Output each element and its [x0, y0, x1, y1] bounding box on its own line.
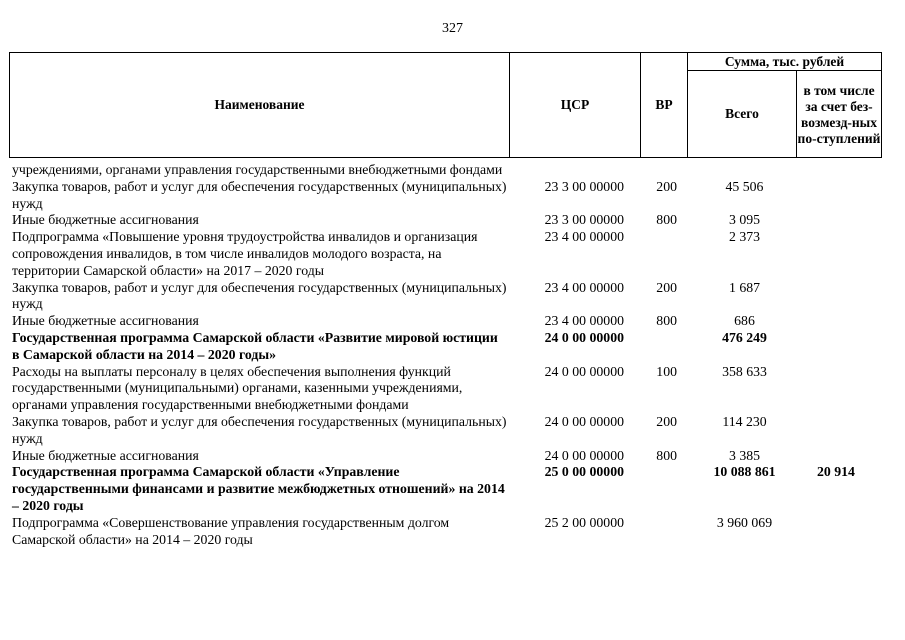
row-vr: 200	[656, 279, 677, 295]
row-vr: 800	[656, 447, 677, 463]
row-gratuitous	[787, 229, 877, 279]
row-vr: 100	[656, 363, 677, 379]
row-name: Закупка товаров, работ и услуг для обеспечения государственных (муниципальных) нужд	[12, 413, 507, 446]
row-vr: 800	[656, 313, 677, 329]
row-gratuitous: 20 914	[817, 464, 855, 480]
row-csr: 24 0 00 00000	[544, 363, 624, 379]
row-csr: 23 3 00 00000	[544, 178, 624, 194]
table-row	[12, 330, 882, 364]
row-gratuitous	[787, 313, 877, 330]
table-row	[12, 364, 882, 414]
row-csr: 23 4 00 00000	[544, 279, 624, 295]
row-gratuitous	[787, 179, 877, 213]
row-total: 114 230	[722, 413, 767, 429]
header-csr: ЦСР	[510, 53, 641, 158]
row-csr: 24 0 00 00000	[544, 447, 624, 463]
table-row	[12, 464, 882, 514]
table-row	[12, 515, 882, 549]
row-vr	[624, 330, 677, 364]
header-vr: ВР	[641, 53, 688, 158]
table-row	[12, 179, 882, 213]
row-vr: 200	[656, 178, 677, 194]
row-name: Подпрограмма «Повышение уровня трудоустройства инвалидов и организация сопровождения инвалидов, в том числе инвалидов молодого возраста, на территории Самарской области» на 2017 – 2020 годы	[12, 229, 478, 278]
row-total: 476 249	[722, 329, 767, 345]
table-row	[12, 313, 882, 330]
row-vr: 800	[656, 212, 677, 228]
row-total: 686	[734, 313, 755, 329]
row-csr: 25 0 00 00000	[544, 464, 624, 480]
row-total: 2 373	[728, 229, 761, 245]
row-gratuitous	[787, 280, 877, 314]
row-csr: 23 3 00 00000	[544, 212, 624, 228]
table-body	[12, 162, 882, 548]
table-row	[12, 414, 882, 448]
row-gratuitous	[787, 448, 877, 465]
row-name: Иные бюджетные ассигнования	[12, 447, 199, 463]
row-name: Иные бюджетные ассигнования	[12, 212, 199, 228]
table-row	[12, 280, 882, 314]
row-name: Подпрограмма «Совершенствование управления государственным долгом Самарской области» на 2014 – 2020 годы	[12, 514, 450, 547]
row-csr: 25 2 00 00000	[544, 514, 624, 530]
row-csr: 23 4 00 00000	[544, 313, 624, 329]
row-csr	[507, 162, 624, 179]
row-gratuitous	[787, 414, 877, 448]
row-total: 3 385	[728, 447, 761, 463]
row-total: 358 633	[722, 363, 767, 379]
row-name: Закупка товаров, работ и услуг для обеспечения государственных (муниципальных) нужд	[12, 279, 507, 312]
row-gratuitous	[787, 515, 877, 549]
row-vr	[624, 464, 677, 514]
table-row	[12, 448, 882, 465]
row-gratuitous	[787, 162, 877, 179]
row-total	[677, 162, 787, 179]
row-csr: 24 0 00 00000	[544, 413, 624, 429]
row-total: 3 095	[728, 212, 761, 228]
header-name: Наименование	[10, 53, 510, 158]
row-name: Государственная программа Самарской области «Развитие мировой юстиции в Самарской области на 2014 – 2020 годы»	[12, 329, 498, 362]
row-gratuitous	[787, 212, 877, 229]
row-name: Иные бюджетные ассигнования	[12, 313, 199, 329]
row-total: 45 506	[725, 178, 764, 194]
header-sum: Сумма, тыс. рублей	[688, 53, 882, 71]
header-gratuitous: в том числе за счет без-возмезд-ных по-ступлений	[797, 71, 882, 158]
row-name: Расходы на выплаты персоналу в целях обеспечения выполнения функций государственными (муниципальными) органами, казенными учреждениями, органами управления государственными внебюджетными фондами	[12, 363, 463, 413]
table-row	[12, 229, 882, 279]
header-total: Всего	[688, 71, 797, 158]
row-vr	[624, 162, 677, 179]
table-header	[9, 52, 882, 158]
row-total: 3 960 069	[716, 514, 773, 530]
row-vr	[624, 515, 677, 549]
row-name: учреждениями, органами управления государственными внебюджетными фондами	[12, 162, 503, 177]
row-gratuitous	[787, 330, 877, 364]
row-csr: 23 4 00 00000	[544, 229, 624, 245]
table-row	[12, 162, 882, 179]
row-gratuitous	[787, 364, 877, 414]
row-vr	[624, 229, 677, 279]
row-vr: 200	[656, 413, 677, 429]
row-total: 10 088 861	[713, 464, 776, 480]
row-total: 1 687	[728, 279, 761, 295]
table-row	[12, 212, 882, 229]
row-name: Закупка товаров, работ и услуг для обеспечения государственных (муниципальных) нужд	[12, 178, 507, 211]
row-name: Государственная программа Самарской области «Управление государственными финансами и развитие межбюджетных отношений» на 2014 – 2020 годы	[12, 464, 505, 513]
page-number: 327	[442, 21, 463, 36]
row-csr: 24 0 00 00000	[544, 329, 624, 345]
